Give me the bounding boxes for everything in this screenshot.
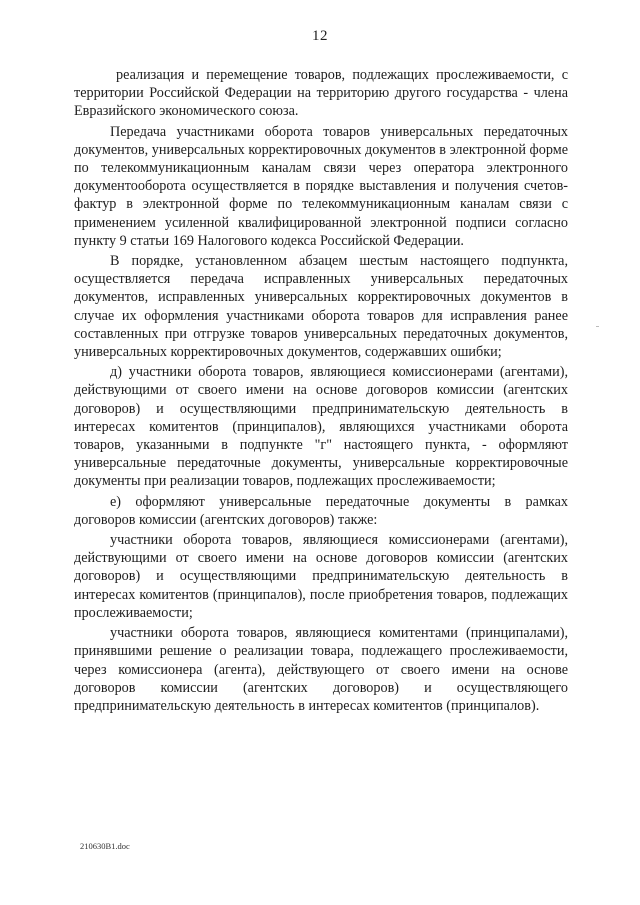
document-body — [74, 66, 568, 715]
paragraph-4: д) участники оборота товаров, являющиеся комиссионерами (агентами), действующими от своего имени на основе договоров комиссии (агентских договоров) и осуществляющими предпринимательскую деятельность в интересах комитентов (принципалов), являющихся участниками оборота товаров, указанными в подпункте "г" настоящего пункта, - оформляют универсальные передаточные документы, универсальные корректировочные документы при реализации товаров, подлежащих прослеживаемости; — [74, 364, 568, 490]
paragraph-1: реализация и перемещение товаров, подлежащих прослеживаемости, с территории Российской Федерации на территорию другого государства - члена Евразийского экономического союза. — [74, 67, 568, 120]
paragraph-2: Передача участниками оборота товаров универсальных передаточных документов, универсальных корректировочных документов в электронной форме по телекоммуникационным каналам связи через оператора электронного документооборота осуществляется в порядке выставления и получения счетов-фактур в электронной форме по телекоммуникационным каналам связи с применением усиленной квалифицированной электронной подписи согласно пункту 9 статьи 169 Налогового кодекса Российской Федерации. — [74, 123, 568, 249]
file-name-footer: 210630B1.doc — [80, 841, 130, 851]
paragraph-7: участники оборота товаров, являющиеся комитентами (принципалами), принявшими решение о реализации товара, подлежащего прослеживаемости, через комиссионера (агента), действующего от своего имени на основе договоров комиссии (агентских договоров) и осуществляющего предпринимательскую деятельность в интересах комитентов (принципалов). — [74, 625, 568, 714]
page-number: 12 — [312, 28, 328, 44]
paragraph-5: е) оформляют универсальные передаточные документы в рамках договоров комиссии (агентских договоров) также: — [74, 493, 568, 528]
paragraph-6: участники оборота товаров, являющиеся комиссионерами (агентами), действующими от своего имени на основе договоров комиссии (агентских договоров) и осуществляющими предпринимательскую деятельность в интересах комитентов (принципалов), после приобретения товаров, подлежащих прослеживаемости; — [74, 532, 568, 621]
scan-artifact — [596, 326, 599, 327]
paragraph-3: В порядке, установленном абзацем шестым настоящего подпункта, осуществляется передача исправленных универсальных передаточных документов, исправленных универсальных корректировочных документов в случае их оформления участниками оборота товаров для исправления ранее составленных при отгрузке товаров универсальных передаточных документов, универсальных корректировочных документов, содержавших ошибки; — [74, 253, 568, 361]
